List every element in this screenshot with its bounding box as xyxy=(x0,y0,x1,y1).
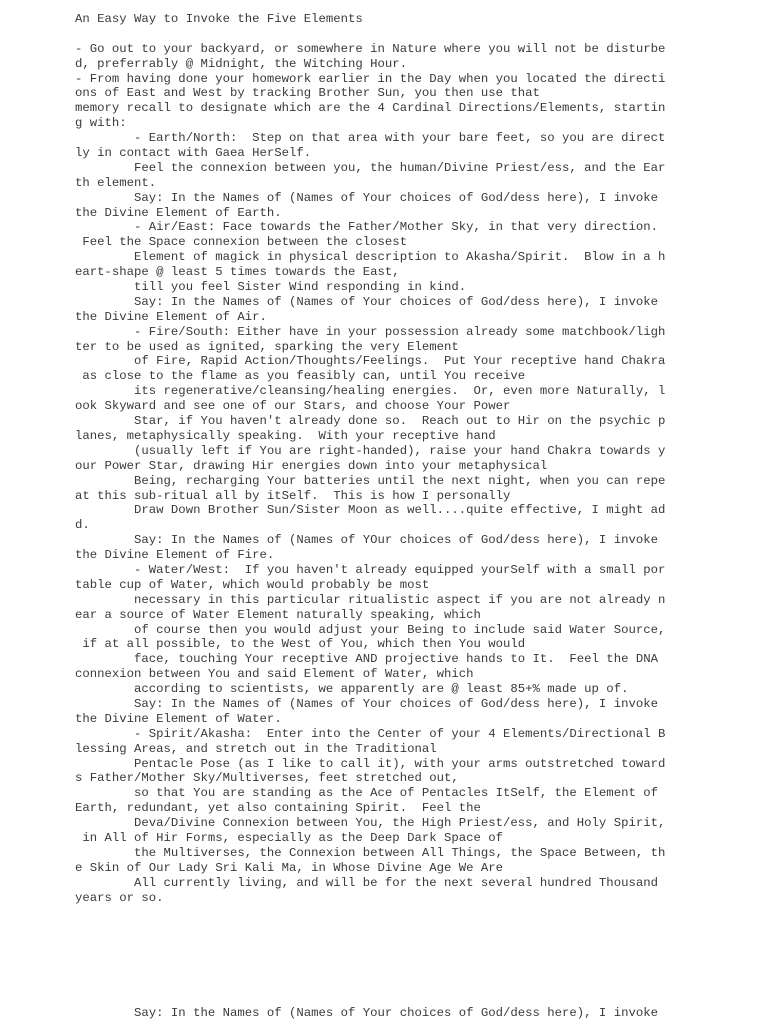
document-line: Element of magick in physical description to Akasha/Spirit. Blow in a h xyxy=(75,250,666,265)
document-line: Draw Down Brother Sun/Sister Moon as well....quite effective, I might ad xyxy=(75,503,666,518)
document-line: Say: In the Names of (Names of YOur choices of God/dess here), I invoke xyxy=(75,533,658,548)
document-line: so that You are standing as the Ace of Pentacles ItSelf, the Element of xyxy=(75,786,658,801)
document-line: according to scientists, we apparently are @ least 85+% made up of. xyxy=(75,682,629,697)
document-line: - Spirit/Akasha: Enter into the Center of your 4 Elements/Directional B xyxy=(75,726,666,741)
document-line: Say: In the Names of (Names of Your choices of God/dess here), I invoke xyxy=(75,294,658,309)
document-line: table cup of Water, which would probably be most xyxy=(75,577,430,592)
document-line: g with: xyxy=(75,116,127,131)
document-line: Pentacle Pose (as I like to call it), with your arms outstretched toward xyxy=(75,756,666,771)
document-line: Say: In the Names of (Names of Your choices of God/dess here), I invoke xyxy=(75,696,658,711)
document-line: - Fire/South: Either have in your possession already some matchbook/ligh xyxy=(75,324,666,339)
document-title: An Easy Way to Invoke the Five Elements xyxy=(75,12,363,26)
document-line xyxy=(75,27,665,42)
document-line: ter to be used as ignited, sparking the very Element xyxy=(75,339,459,354)
document-line: of course then you would adjust your Being to include said Water Source, xyxy=(75,622,666,637)
document-line: its regenerative/cleansing/healing energies. Or, even more Naturally, l xyxy=(75,384,666,399)
document-line: Deva/Divine Connexion between You, the High Priest/ess, and Holy Spirit, xyxy=(75,816,666,831)
document-line: the Divine Element of Fire. xyxy=(75,548,275,563)
document-line: years or so. xyxy=(75,890,164,905)
document-line: in All of Hir Forms, especially as the Deep Dark Space of xyxy=(75,830,504,845)
document-line: as close to the flame as you feasibly can, until You receive xyxy=(75,369,526,384)
document-line: memory recall to designate which are the 4 Cardinal Directions/Elements, startin xyxy=(75,101,666,116)
document-line: (usually left if You are right-handed), raise your hand Chakra towards y xyxy=(75,443,666,458)
document-line: eart-shape @ least 5 times towards the East, xyxy=(75,265,400,280)
document-line: Star, if You haven't already done so. Reach out to Hir on the psychic p xyxy=(75,414,666,429)
document-line: the Divine Element of Air. xyxy=(75,309,267,324)
document-line: ly in contact with Gaea HerSelf. xyxy=(75,146,312,161)
document-line: Say: In the Names of (Names of Your choices of God/dess here), I invoke xyxy=(75,190,658,205)
document-line: All currently living, and will be for the next several hundred Thousand xyxy=(75,875,658,890)
document-trailing-line: Say: In the Names of (Names of Your choices of God/dess here), I invoke xyxy=(75,1006,658,1020)
document-line: the Multiverses, the Connexion between All Things, the Space Between, th xyxy=(75,845,666,860)
document-body xyxy=(75,12,665,905)
document-line: e Skin of Our Lady Sri Kali Ma, in Whose Divine Age We Are xyxy=(75,860,504,875)
document-line: lanes, metaphysically speaking. With your receptive hand xyxy=(75,428,496,443)
document-line: d. xyxy=(75,518,90,533)
document-line: - Air/East: Face towards the Father/Mother Sky, in that very direction. xyxy=(75,220,658,235)
document-line: Earth, redundant, yet also containing Spirit. Feel the xyxy=(75,801,481,816)
document-line: - Water/West: If you haven't already equipped yourSelf with a small por xyxy=(75,562,666,577)
document-line: at this sub-ritual all by itSelf. This is how I personally xyxy=(75,488,511,503)
document-line: s Father/Mother Sky/Multiverses, feet stretched out, xyxy=(75,771,459,786)
document-line: of Fire, Rapid Action/Thoughts/Feelings. Put Your receptive hand Chakra xyxy=(75,354,666,369)
document-line: Feel the connexion between you, the human/Divine Priest/ess, and the Ear xyxy=(75,160,666,175)
document-line: connexion between You and said Element of Water, which xyxy=(75,667,474,682)
document-line: necessary in this particular ritualistic aspect if you are not already n xyxy=(75,592,666,607)
document-line: the Divine Element of Earth. xyxy=(75,205,282,220)
document-line: ear a source of Water Element naturally speaking, which xyxy=(75,607,481,622)
document-line: Being, recharging Your batteries until the next night, when you can repe xyxy=(75,473,666,488)
document-line: the Divine Element of Water. xyxy=(75,711,282,726)
document-line: our Power Star, drawing Hir energies down into your metaphysical xyxy=(75,458,548,473)
document-line: Feel the Space connexion between the closest xyxy=(75,235,408,250)
document-line: th element. xyxy=(75,175,157,190)
document-line: ook Skyward and see one of our Stars, and choose Your Power xyxy=(75,399,511,414)
document-line: face, touching Your receptive AND projective hands to It. Feel the DNA xyxy=(75,652,658,667)
document-line: lessing Areas, and stretch out in the Traditional xyxy=(75,741,437,756)
document-line: if at all possible, to the West of You, which then You would xyxy=(75,637,526,652)
document-line: till you feel Sister Wind responding in kind. xyxy=(75,280,467,295)
document-line: - Earth/North: Step on that area with your bare feet, so you are direct xyxy=(75,131,666,146)
document-line: d, preferrably @ Midnight, the Witching Hour. xyxy=(75,56,408,71)
document-line: - Go out to your backyard, or somewhere in Nature where you will not be disturbe xyxy=(75,41,666,56)
document-line: - From having done your homework earlier in the Day when you located the directi xyxy=(75,71,666,86)
document-line: ons of East and West by tracking Brother Sun, you then use that xyxy=(75,86,540,101)
